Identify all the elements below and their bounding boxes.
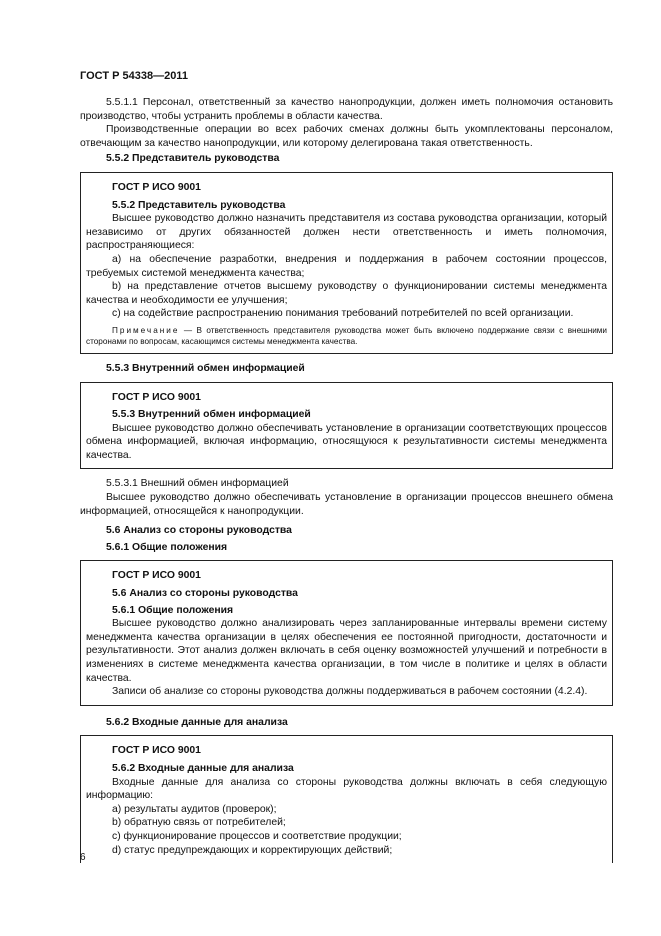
section-heading-5-6-2: 5.6.2 Входные данные для анализа <box>106 716 288 728</box>
box-list <box>86 803 607 857</box>
quote-box-5-5-2 <box>80 172 613 354</box>
section-heading-5-6: 5.6 Анализ со стороны руководства <box>106 525 292 537</box>
box-text: Высшее руководство должно обеспечивать установление в организации соответствующих процессов обмена информацией, включая информацию, относящуюся к результативности системы менеджмента качества. <box>86 422 607 461</box>
list-item: c) функционирование процессов и соответствие продукции; <box>112 830 402 842</box>
list-item: b) обратную связь от потребителей; <box>112 817 286 829</box>
page-number: 6 <box>80 852 86 863</box>
list-item: c) на содействие распространению понимания требований потребителей по всей организации. <box>112 308 574 320</box>
list-item: d) статус предупреждающих и корректирующих действий; <box>112 844 393 856</box>
box-subheading: 5.6.1 Общие положения <box>112 604 234 616</box>
box-note <box>86 325 607 347</box>
box-text: Высшее руководство должно анализировать через запланированные интервалы времени систему менеджмента качества организации в целях обеспечения ее постоянной пригодности, достаточности и результативности. Этот анализ должен включать в себя оценку возможностей улучшений и потребности в изменениях в системе менеджмента качества организации, в том числе в политике и целях в области качества. <box>86 618 607 684</box>
box-standard-label: ГОСТ Р ИСО 9001 <box>112 745 201 757</box>
box-list <box>86 253 607 321</box>
subsection-heading-5-5-3-1: 5.5.3.1 Внешний обмен информацией <box>106 478 289 490</box>
box-text: Высшее руководство должно назначить представителя из состава руководства организации, который независимо от других обязанностей должен нести ответственность и иметь полномочия, распространяющиеся: <box>86 213 607 252</box>
box-standard-label: ГОСТ Р ИСО 9001 <box>112 391 201 403</box>
box-heading: 5.5.3 Внутренний обмен информацией <box>112 409 311 421</box>
section-heading-5-6-1: 5.6.1 Общие положения <box>106 541 228 553</box>
box-text: Входные данные для анализа со стороны руководства должны включать в себя следующую информацию: <box>86 776 607 802</box>
box-text: Записи об анализе со стороны руководства должны поддерживаться в рабочем состоянии (4.2.4). <box>112 686 588 698</box>
quote-box-5-5-3 <box>80 382 613 470</box>
note-text: — В ответственность представителя руководства может быть включено поддержание связи с внешними сторонами по вопросам, касающимся системы менеджмента качества. <box>86 325 607 346</box>
list-item: b) на представление отчетов высшему руководству о функционировании системы менеджмента качества и необходимости ее улучшения; <box>86 281 607 306</box>
page-content <box>80 96 613 863</box>
section-heading-5-5-3: 5.5.3 Внутренний обмен информацией <box>106 362 305 374</box>
paragraph-production-operations: Производственные операции во всех рабочих сменах должны быть укомплектованы персоналом, отвечающим за качество нанопродукции, или которому делегирована такая ответственность. <box>80 124 613 149</box>
box-standard-label: ГОСТ Р ИСО 9001 <box>112 570 201 582</box>
section-heading-5-5-2: 5.5.2 Представитель руководства <box>106 153 280 165</box>
quote-box-5-6 <box>80 560 613 705</box>
box-heading: 5.6 Анализ со стороны руководства <box>112 588 298 600</box>
page-header: ГОСТ Р 54338—2011 <box>80 70 188 82</box>
list-item: a) на обеспечение разработки, внедрения и поддержания в рабочем состоянии процессов, требуемых системой менеджмента качества; <box>86 253 607 279</box>
box-standard-label: ГОСТ Р ИСО 9001 <box>112 181 201 193</box>
box-heading: 5.5.2 Представитель руководства <box>112 199 286 211</box>
paragraph-external-exchange: Высшее руководство должно обеспечивать установление в организации процессов внешнего обмена информацией, относящейся к нанопродукции. <box>80 492 613 517</box>
box-heading: 5.6.2 Входные данные для анализа <box>112 762 294 774</box>
paragraph-5-5-1-1: 5.5.1.1 Персонал, ответственный за качество нанопродукции, должен иметь полномочия остановить производство, чтобы устранить проблемы в области качества. <box>80 97 613 122</box>
note-label: Примечание <box>112 325 180 335</box>
quote-box-5-6-2 <box>80 735 613 863</box>
list-item: a) результаты аудитов (проверок); <box>112 803 277 815</box>
